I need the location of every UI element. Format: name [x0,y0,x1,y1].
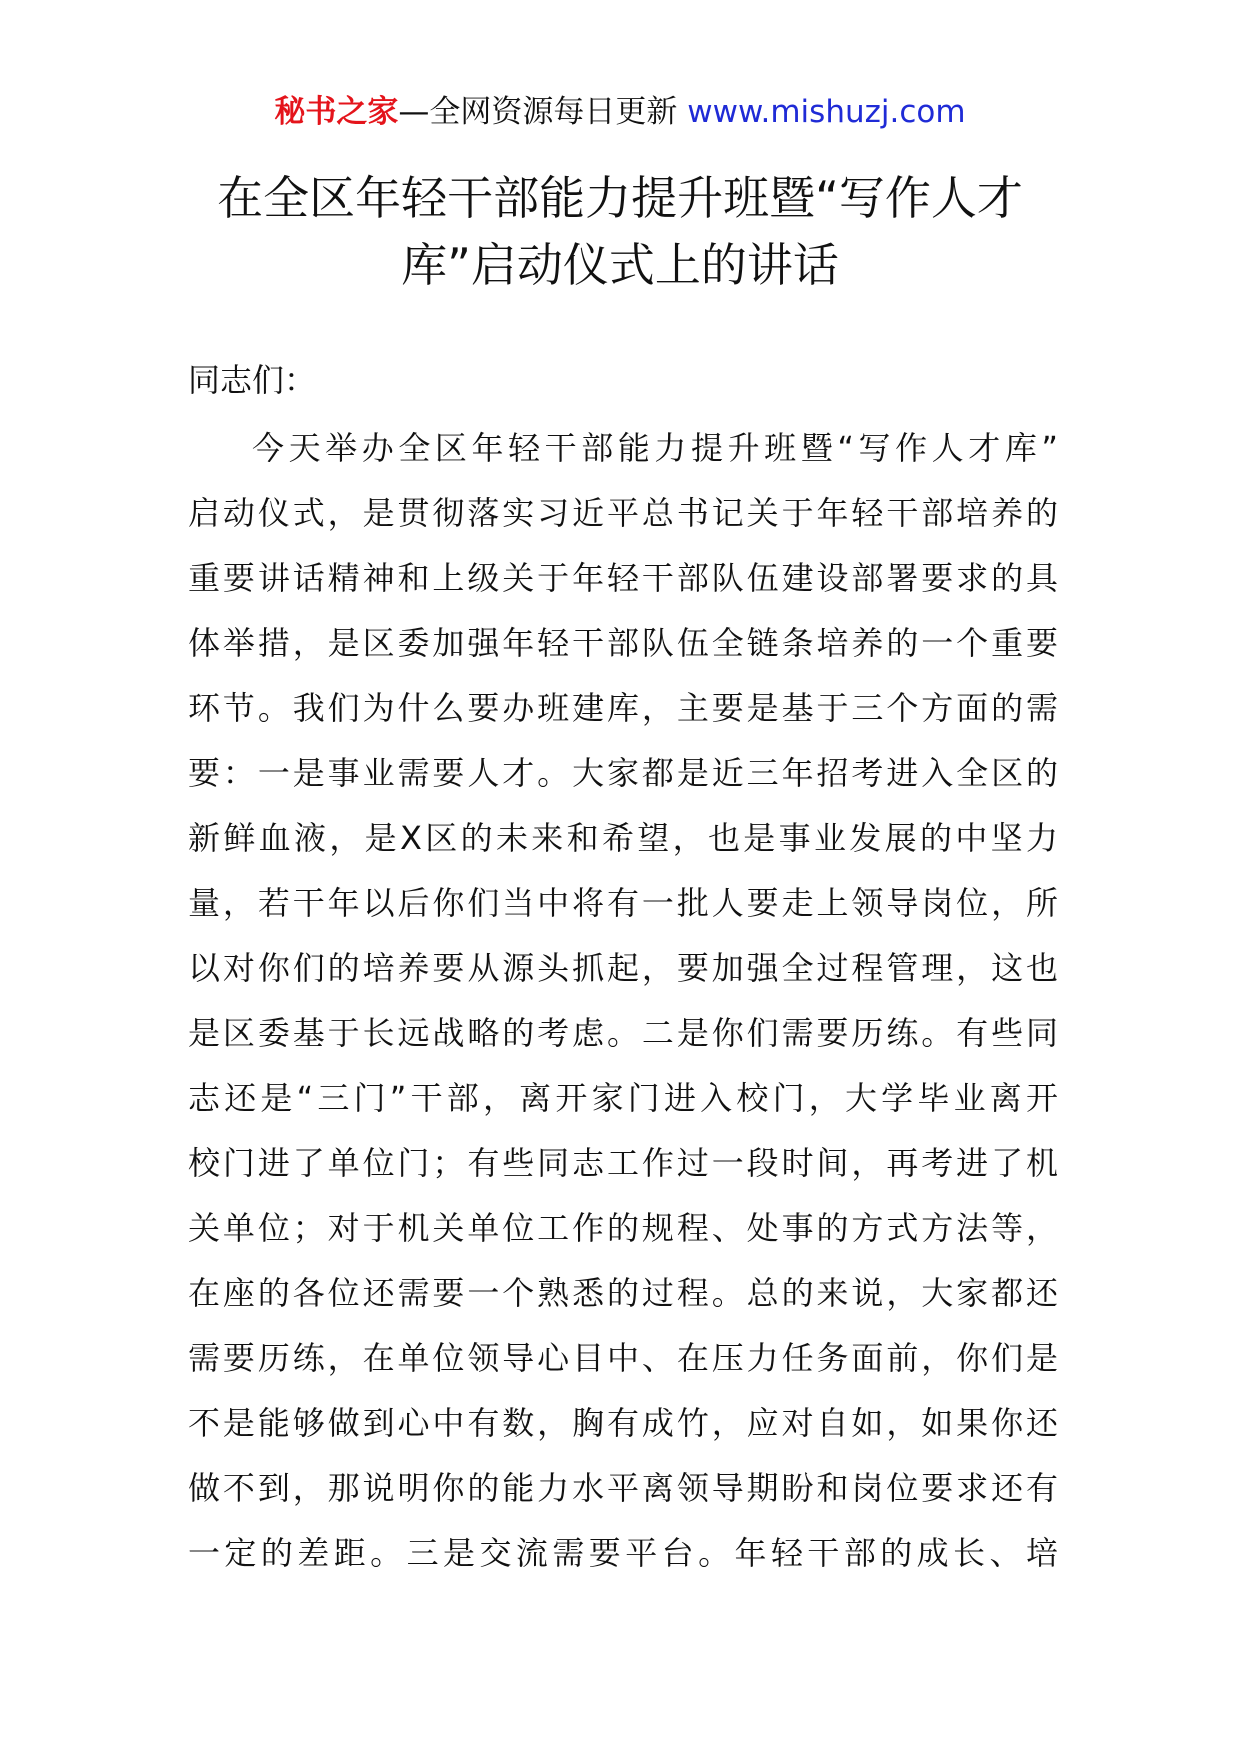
body-line: 一定的差距。三是交流需要平台。年轻干部的成长、培 [188,1534,1058,1572]
speech-body [188,426,1058,1596]
body-line: 需要历练，在单位领导心目中、在压力任务面前，你们是 [188,1339,1058,1377]
body-line: 体举措，是区委加强年轻干部队伍全链条培养的一个重要 [188,624,1058,662]
body-line: 关单位；对于机关单位工作的规程、处事的方式方法等， [188,1209,1058,1247]
body-line: 新鲜血液，是X区的未来和希望，也是事业发展的中坚力 [188,819,1058,857]
document-title [180,165,1060,299]
body-line: 是区委基于长远战略的考虑。二是你们需要历练。有些同 [188,1014,1058,1052]
document-title-line-2: 库”启动仪式上的讲话 [401,238,839,292]
body-line: 在座的各位还需要一个熟悉的过程。总的来说，大家都还 [188,1274,1058,1312]
body-line: 以对你们的培养要从源头抓起，要加强全过程管理，这也 [188,949,1058,987]
body-line: 启动仪式，是贯彻落实习近平总书记关于年轻干部培养的 [188,494,1058,532]
site-url-link[interactable]: www.mishuzj.com [687,94,966,130]
body-line: 校门进了单位门；有些同志工作过一段时间，再考进了机 [188,1144,1058,1182]
body-line: 要：一是事业需要人才。大家都是近三年招考进入全区的 [188,754,1058,792]
brand-name: 秘书之家 [274,94,399,130]
body-line: 重要讲话精神和上级关于年轻干部队伍建设部署要求的具 [188,559,1058,597]
body-line: 今天举办全区年轻干部能力提升班暨“写作人才库” [252,429,1058,467]
salutation: 同志们： [188,361,317,399]
site-header [0,92,1240,132]
body-line: 志还是“三门”干部，离开家门进入校门，大学毕业离开 [188,1079,1058,1117]
body-line: 不是能够做到心中有数，胸有成竹，应对自如，如果你还 [188,1404,1058,1442]
header-tagline: —全网资源每日更新 [398,94,688,130]
document-title-line-1: 在全区年轻干部能力提升班暨“写作人才 [217,171,1023,225]
body-line: 做不到，那说明你的能力水平离领导期盼和岗位要求还有 [188,1469,1058,1507]
body-line: 量，若干年以后你们当中将有一批人要走上领导岗位，所 [188,884,1058,922]
body-line: 环节。我们为什么要办班建库，主要是基于三个方面的需 [188,689,1058,727]
